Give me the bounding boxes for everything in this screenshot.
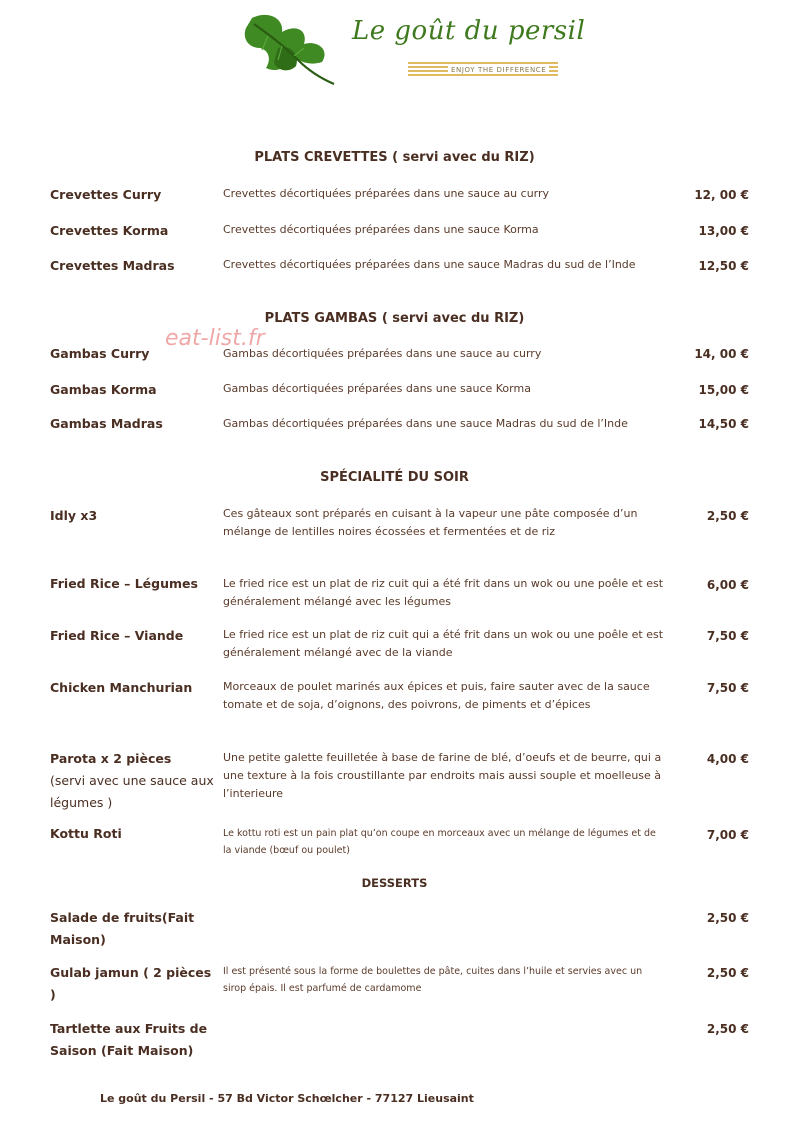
menu-item-name: Fried Rice – Viande	[50, 628, 184, 643]
menu-item-price: 6,00 €	[706, 578, 749, 592]
menu-item-name-text: Parota x 2 pièces	[50, 751, 172, 766]
section-title-desserts: DESSERTS	[361, 876, 428, 890]
section-title-crevettes: PLATS CREVETTES ( servi avec du RIZ)	[254, 150, 535, 165]
menu-item-price: 7,50 €	[706, 681, 749, 695]
restaurant-logo	[238, 10, 586, 88]
parsley-leaf-icon	[238, 10, 348, 88]
menu-item-price: 2,50 €	[706, 966, 749, 980]
menu-item-price: 7,50 €	[706, 629, 749, 643]
menu-item-price: 12, 00 €	[694, 188, 749, 202]
menu-item-name: Chicken Manchurian	[50, 680, 193, 695]
menu-item-description: Une petite galette feuilletée à base de farine de blé, d’oeufs et de beurre, qui a une texture à la fois croustillante par endroits mais aussi souple et moelleuse à l’interieure	[223, 751, 662, 800]
menu-item-price: 4,00 €	[706, 752, 749, 766]
section-title-specialite: SPÉCIALITÉ DU SOIR	[320, 470, 469, 485]
menu-item-price: 2,50 €	[706, 509, 749, 523]
menu-item-price: 12,50 €	[698, 259, 749, 273]
section-title-gambas: PLATS GAMBAS ( servi avec du RIZ)	[264, 311, 525, 326]
watermark: eat-list.fr	[165, 326, 265, 351]
restaurant-name: Le goût du persil	[352, 16, 586, 46]
menu-item-description: Le fried rice est un plat de riz cuit qui a été frit dans un wok ou une poêle et est généralement mélangé avec de la viande	[223, 628, 664, 659]
menu-item-price: 7,00 €	[706, 828, 749, 842]
menu-item-price: 14,50 €	[698, 417, 749, 431]
menu-item-description: Le fried rice est un plat de riz cuit qui a été frit dans un wok ou une poêle et est généralement mélangé avec les légumes	[223, 577, 664, 608]
footer-address: Le goût du Persil - 57 Bd Victor Schœlcher - 77127 Lieusaint	[100, 1092, 474, 1105]
menu-item-name: Crevettes Curry	[50, 187, 162, 202]
menu-item-description: Crevettes décortiquées préparées dans une sauce Madras du sud de l’Inde	[223, 258, 636, 271]
menu-item-description: Gambas décortiquées préparées dans une sauce au curry	[223, 347, 542, 360]
menu-item-price: 13,00 €	[698, 224, 749, 238]
menu-item-name: Kottu Roti	[50, 826, 122, 841]
menu-item-description: Crevettes décortiquées préparées dans une sauce Korma	[223, 223, 539, 236]
menu-item-description: Gambas décortiquées préparées dans une sauce Madras du sud de l’Inde	[223, 417, 628, 430]
menu-item-price: 2,50 €	[706, 1022, 749, 1036]
menu-item-description: Ces gâteaux sont préparés en cuisant à la vapeur une pâte composée d’un mélange de lentilles noires écossées et fermentées et de riz	[223, 507, 638, 538]
menu-item-price: 15,00 €	[698, 383, 749, 397]
menu-item-name: Fried Rice – Légumes	[50, 576, 198, 591]
menu-item-name: Crevettes Madras	[50, 258, 175, 273]
menu-item-name: Gambas Curry	[50, 346, 150, 361]
menu-item-name	[50, 748, 220, 814]
menu-item-name: Gambas Korma	[50, 382, 157, 397]
menu-item-description: Morceaux de poulet marinés aux épices et puis, faire sauter avec de la sauce tomate et de soja, d’oignons, des poivrons, de piments et d’épices	[223, 680, 650, 711]
menu-item-description: Il est présenté sous la forme de boulettes de pâte, cuites dans l’huile et servies avec un sirop épais. Il est parfumé de cardamome	[223, 966, 643, 994]
menu-item-description: Le kottu roti est un pain plat qu’on coupe en morceaux avec un mélange de légumes et de la viande (bœuf ou poulet)	[223, 828, 656, 856]
menu-item-name: Gambas Madras	[50, 416, 163, 431]
menu-item-name: Idly x3	[50, 508, 98, 523]
menu-item-price: 2,50 €	[706, 911, 749, 925]
menu-item-description: Crevettes décortiquées préparées dans une sauce au curry	[223, 187, 550, 200]
menu-item-subtitle: (servi avec une sauce aux légumes )	[50, 773, 214, 810]
menu-item-name: Tartlette aux Fruits de Saison (Fait Maison)	[50, 1021, 208, 1058]
menu-item-name: Salade de fruits(Fait Maison)	[50, 910, 195, 947]
menu-item-description: Gambas décortiquées préparées dans une sauce Korma	[223, 382, 531, 395]
restaurant-tagline: ENJOY THE DIFFERENCE	[448, 66, 549, 74]
menu-item-name: Gulab jamun ( 2 pièces )	[50, 965, 212, 1002]
menu-item-price: 14, 00 €	[694, 347, 749, 361]
menu-item-name: Crevettes Korma	[50, 223, 169, 238]
